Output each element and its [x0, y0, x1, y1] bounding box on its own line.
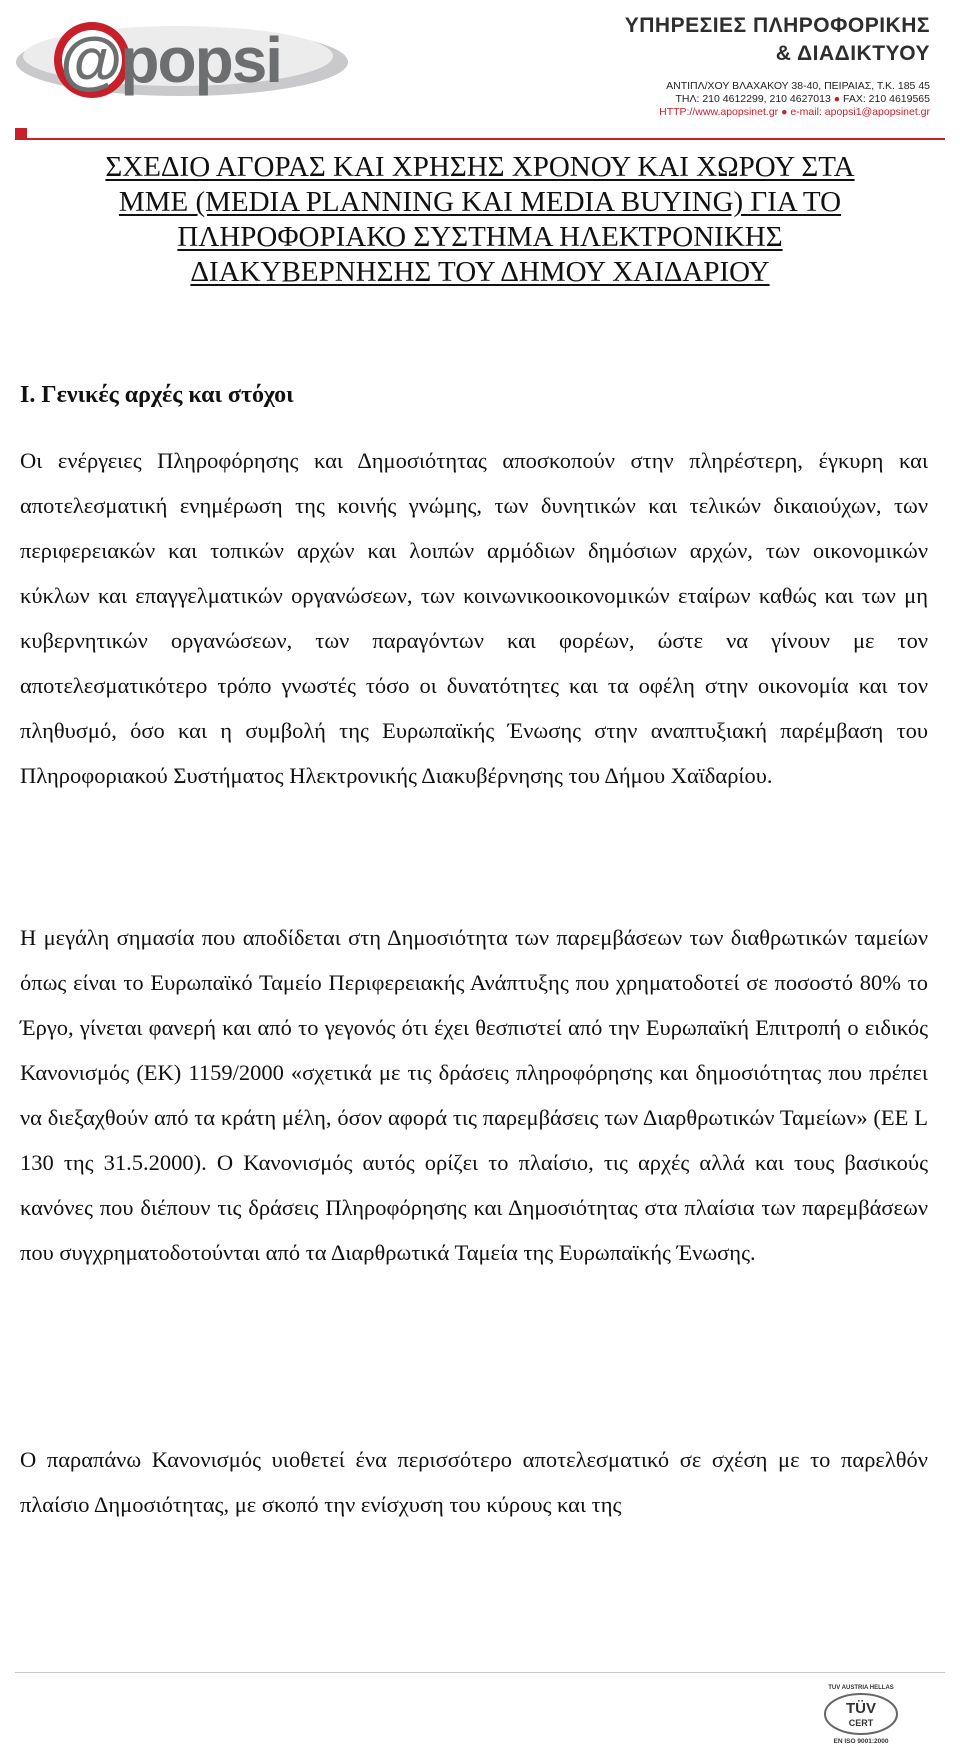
bullet-separator: ●	[781, 106, 788, 118]
title-line-1: ΣΧΕΔΙΟ ΑΓΟΡΑΣ ΚΑΙ ΧΡΗΣΗΣ ΧΡΟΝΟΥ ΚΑΙ ΧΩΡΟΥ ΣΤΑ	[105, 151, 855, 183]
cert-issuer: TUV AUSTRIA HELLAS	[828, 1685, 894, 1691]
company-contacts	[659, 80, 930, 119]
company-name-line-1: ΥΠΗΡΕΣΙΕΣ ΠΛΗΡΟΦΟΡΙΚΗΣ	[624, 14, 930, 37]
title-line-2: ΜΜΕ (MEDIA PLANNING ΚΑΙ MEDIA BUYING) ΓΙΑ ΤΟ	[118, 186, 842, 218]
paragraph-3: Ο παραπάνω Κανονισμός υιοθετεί ένα περισσότερο αποτελεσματικό σε σχέση με το παρελθόν πλαίσιο Δημοσιότητας, με σκοπό την ενίσχυση του κύρους και της	[20, 1447, 928, 1517]
bullet-separator: ●	[833, 93, 841, 105]
header-divider-marker	[15, 128, 27, 140]
company-name	[625, 12, 930, 68]
footer-divider	[15, 1672, 945, 1673]
paragraph-1: Οι ενέργειες Πληροφόρησης και Δημοσιότητας αποσκοπούν στην πληρέστερη, έγκυρη και αποτελεσματική ενημέρωση της κοινής γνώμης, των δυνητικών και τελικών δικαιούχων, των περιφερειακών και τοπικών αρχών και λοιπών αρμόδιων δημόσιων αρχών, των οικονομικών κύκλων και επαγγελματικών οργανώσεων, των κοινωνικοοικονομικών εταίρων καθώς και των μη κυβερνητικών οργανώσεων, των παραγόντων και φορέων, ώστε να γίνουν με τον αποτελεσματικότερο τρόπο γνωστές τόσο οι δυνατότητες και τα οφέλη στην οικονομία και τον πληθυσμό, όσο και η συμβολή της Ευρωπαϊκής Ένωσης στην αναπτυξιακή παρέμβαση του Πληροφοριακού Συστήματος Ηλεκτρονικής Διακυβέρνησης του Δήμου Χαϊδαρίου.	[20, 448, 928, 788]
company-logo	[10, 10, 360, 110]
company-email-link[interactable]: e-mail: apopsi1@apopsinet.gr	[790, 106, 930, 118]
phone-fax-line	[659, 93, 930, 106]
cert-mark: TÜV	[846, 1700, 876, 1717]
section-heading: Ι. Γενικές αρχές και στόχοι	[20, 382, 294, 408]
header-divider	[15, 128, 945, 140]
cert-sub-mark: CERT	[848, 1718, 874, 1728]
document-title	[30, 150, 930, 290]
company-fax: FAX: 210 4619565	[843, 93, 930, 105]
company-website-link[interactable]: HTTP://www.apopsinet.gr	[659, 106, 779, 118]
letterhead	[0, 0, 960, 145]
company-address: ΑΝΤΙΠΛ/ΧΟΥ ΒΛΑΧΑΚΟΥ 38-40, ΠΕΙΡΑΙΑΣ, Τ.Κ. 185 45	[666, 80, 930, 92]
paragraph-2: Η μεγάλη σημασία που αποδίδεται στη Δημοσιότητα των παρεμβάσεων των διαθρωτικών ταμείων όπως είναι το Ευρωπαϊκό Ταμείο Περιφερειακής Ανάπτυξης που χρηματοδοτεί σε ποσοστό 80% το Έργο, γίνεται φανερή και από το γεγονός ότι έχει θεσπιστεί από την Ευρωπαϊκή Επιτροπή ο ειδικός Κανονισμός (ΕΚ) 1159/2000 «σχετικά με τις δράσεις πληροφόρησης και δημοσιότητας που πρέπει να διεξαχθούν από τα κράτη μέλη, όσον αφορά τις παρεμβάσεις των Διαρθρωτικών Ταμείων» (ΕΕ L 130 της 31.5.2000). Ο Κανονισμός αυτός ορίζει το πλαίσιο, τις αρχές αλλά και τους βασικούς κανόνες που διέπουν τις δράσεις Πληροφόρησης και Δημοσιότητας στα πλαίσια των παρεμβάσεων που συγχρηματοδοτούνται από τα Διαρθρωτικά Ταμεία της Ευρωπαϊκής Ένωσης.	[20, 925, 928, 1265]
logo-wordmark: @popsi	[60, 24, 282, 96]
header-divider-line	[27, 138, 945, 140]
company-phone: ΤΗΛ: 210 4612299, 210 4627013	[675, 93, 831, 105]
title-line-4: ΔΙΑΚΥΒΕΡΝΗΣΗΣ ΤΟΥ ΔΗΜΟΥ ΧΑΙΔΑΡΙΟΥ	[190, 256, 770, 288]
web-line	[659, 106, 930, 119]
title-line-3: ΠΛΗΡΟΦΟΡΙΑΚΟ ΣΥΣΤΗΜΑ ΗΛΕΚΤΡΟΝΙΚΗΣ	[177, 221, 783, 253]
company-name-line-2: & ΔΙΑΔΙΚΤΥΟΥ	[775, 42, 930, 65]
iso-certification-logo	[818, 1680, 904, 1746]
cert-standard: EN ISO 9001:2000	[833, 1738, 889, 1745]
